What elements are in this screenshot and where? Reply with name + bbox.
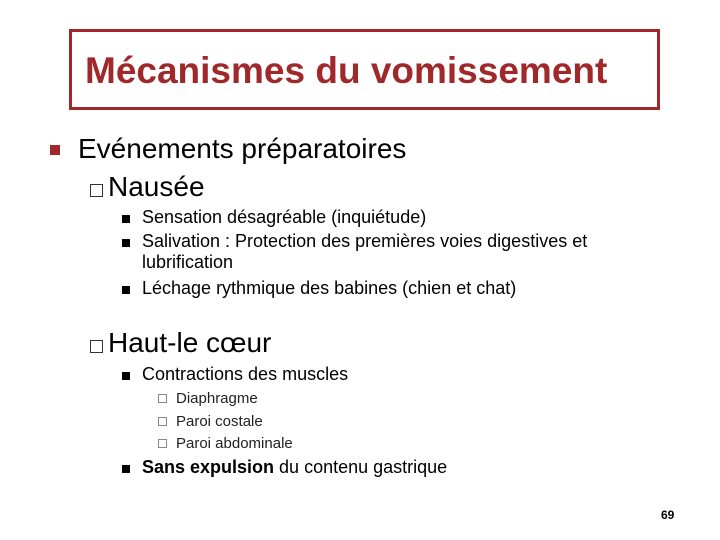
bullet-square-icon <box>122 372 130 380</box>
section-heading: Evénements préparatoires <box>78 133 407 164</box>
group-label-nausea: Nausée <box>108 171 205 202</box>
retching-item-1: Contractions des muscles <box>142 364 349 384</box>
bullet-square-icon <box>50 145 60 155</box>
open-square-bullet-icon <box>90 184 103 197</box>
page-number: 69 <box>661 508 675 522</box>
slide-title: Mécanismes du vomissement <box>85 50 608 91</box>
bullet-square-icon <box>122 286 130 294</box>
group-label-retching: Haut-le cœur <box>108 327 272 358</box>
nausea-item-2: Salivation : Protection des premières voies digestives et <box>142 231 588 251</box>
bullet-square-icon <box>122 215 130 223</box>
open-square-bullet-icon <box>158 394 167 403</box>
muscle-item-2: Paroi costale <box>176 413 263 430</box>
open-square-bullet-icon <box>158 417 167 426</box>
retching-item-2-rest: du contenu gastrique <box>274 457 448 477</box>
muscle-item-1: Diaphragme <box>176 390 258 407</box>
muscle-item-3: Paroi abdominale <box>176 435 293 452</box>
nausea-item-1: Sensation désagréable (inquiétude) <box>142 207 427 227</box>
bullet-square-icon <box>122 465 130 473</box>
emphasis-text: Sans expulsion <box>142 457 275 477</box>
open-square-bullet-icon <box>90 340 103 353</box>
bullet-square-icon <box>122 239 130 247</box>
open-square-bullet-icon <box>158 439 167 448</box>
nausea-item-3: Léchage rythmique des babines (chien et chat) <box>142 278 517 298</box>
nausea-item-2-cont: lubrification <box>142 252 234 272</box>
retching-item-2 <box>142 457 447 478</box>
